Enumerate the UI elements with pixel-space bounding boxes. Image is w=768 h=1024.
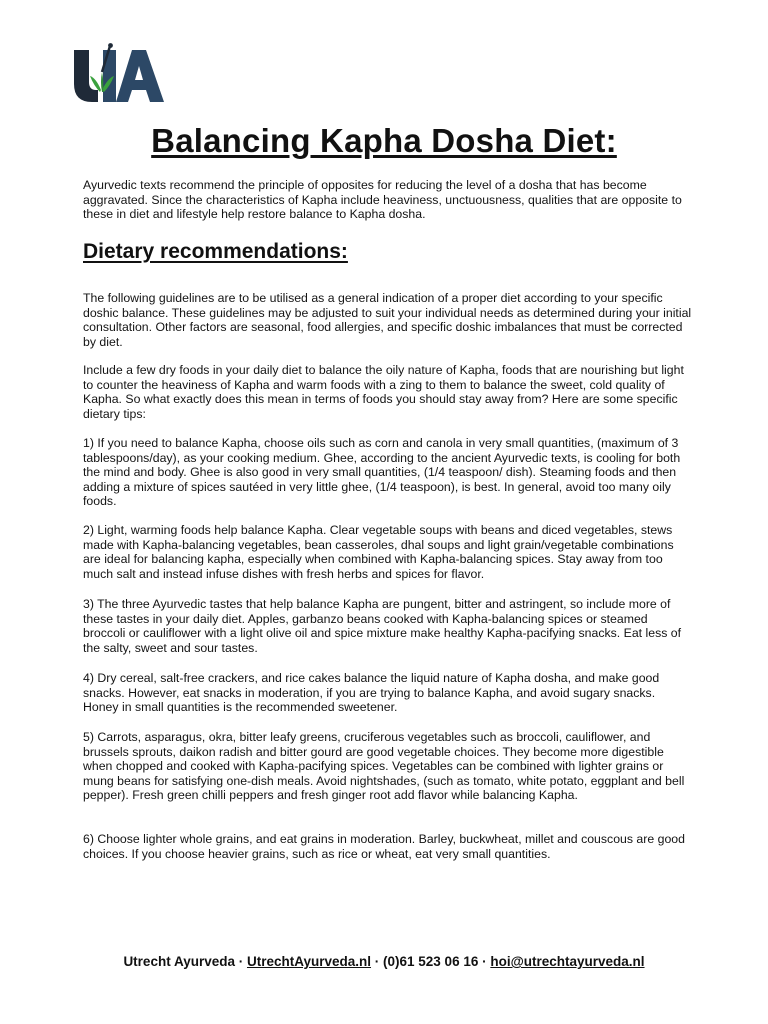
page-title: Balancing Kapha Dosha Diet: xyxy=(151,122,617,159)
footer-name: Utrecht Ayurveda xyxy=(123,954,235,969)
tip-3: 3) The three Ayurvedic tastes that help balance Kapha are pungent, bitter and astringent, so include more of these tastes in your daily diet. Apples, garbanzo beans cooked with Kapha-balancing spices or steamed broccoli or cauliflower with a light olive oil and spice mixture make healthy Kapha-pacifying snacks. Eat less of the salty, sweet and sour tastes. xyxy=(83,597,682,655)
footer-separator: · xyxy=(478,954,491,969)
website-link[interactable]: UtrechtAyurveda.nl xyxy=(246,954,372,969)
ua-logo xyxy=(72,42,168,104)
footer-separator: · xyxy=(234,954,247,969)
tip-4: 4) Dry cereal, salt-free crackers, and rice cakes balance the liquid nature of Kapha dosha, and make good snacks. However, eat snacks in moderation, if you are trying to balance Kapha, and avoid sugary snacks. Honey in small quantities is the recommended sweetener. xyxy=(83,671,660,715)
tip-1: 1) If you need to balance Kapha, choose oils such as corn and canola in very small quantities, (maximum of 3 tablespoons/day), as your cooking medium. Ghee, according to the ancient Ayurvedic texts, is cooling for both the mind and body. Ghee is also good in very small quantities, (1/4 teaspoon/ dish). Steaming foods and then adding a mixture of spices sautéed in very little ghee, (1/4 teaspoon), is best. In general, avoid too many oily foods. xyxy=(83,436,681,509)
tip-5: 5) Carrots, asparagus, okra, bitter leafy greens, cruciferous vegetables such as broccoli, cauliflower, and brussels sprouts, daikon radish and bitter gourd are good vegetable choices. They become more digestible when chopped and cooked with Kapha-pacifying spices. Vegetables can be combined with lighter grains or mung beans for satisfying one-dish meals. Avoid nightshades, (such as tomato, white potato, eggplant and bell pepper). Fresh green chilli peppers and fresh ginger root add flavor while balancing Kapha. xyxy=(83,730,685,803)
guidelines-paragraph: The following guidelines are to be utilised as a general indication of a proper diet according to your specific doshic balance. These guidelines may be adjusted to suit your individual needs as determined during your initial consultation. Other factors are seasonal, food allergies, and specific doshic imbalances that must be corrected by diet. xyxy=(83,291,692,349)
footer xyxy=(0,954,768,969)
include-paragraph: Include a few dry foods in your daily diet to balance the oily nature of Kapha, foods that are nourishing but light to counter the heaviness of Kapha and warm foods with a zing to them to balance the sweet, cold quality of Kapha. So what exactly does this mean in terms of foods you should stay away from? Here are some specific dietary tips: xyxy=(83,363,684,421)
email-link[interactable]: hoi@utrechtayurveda.nl xyxy=(490,954,645,969)
tip-2: 2) Light, warming foods help balance Kapha. Clear vegetable soups with beans and diced vegetables, stews made with Kapha-balancing vegetables, bean casseroles, dhal soups and light grain/vegetable combinations are ideal for balancing kapha, especially when combined with Kapha-balancing spices. Stay away from too much salt and instead infuse dishes with fresh herbs and spices for flavor. xyxy=(83,523,674,581)
phone-number: (0)61 523 06 16 xyxy=(383,954,479,969)
section-heading: Dietary recommendations: xyxy=(83,240,348,263)
footer-separator: · xyxy=(371,954,384,969)
logo-mark xyxy=(72,42,168,104)
intro-paragraph: Ayurvedic texts recommend the principle of opposites for reducing the level of a dosha that has become aggravated. Since the characteristics of Kapha include heaviness, unctuousness, qualities that are opposite to these in diet and lifestyle help restore balance to Kapha dosha. xyxy=(83,178,682,222)
tip-6: 6) Choose lighter whole grains, and eat grains in moderation. Barley, buckwheat, millet and couscous are good choices. If you choose heavier grains, such as rice or wheat, eat very small quantities. xyxy=(83,832,685,861)
